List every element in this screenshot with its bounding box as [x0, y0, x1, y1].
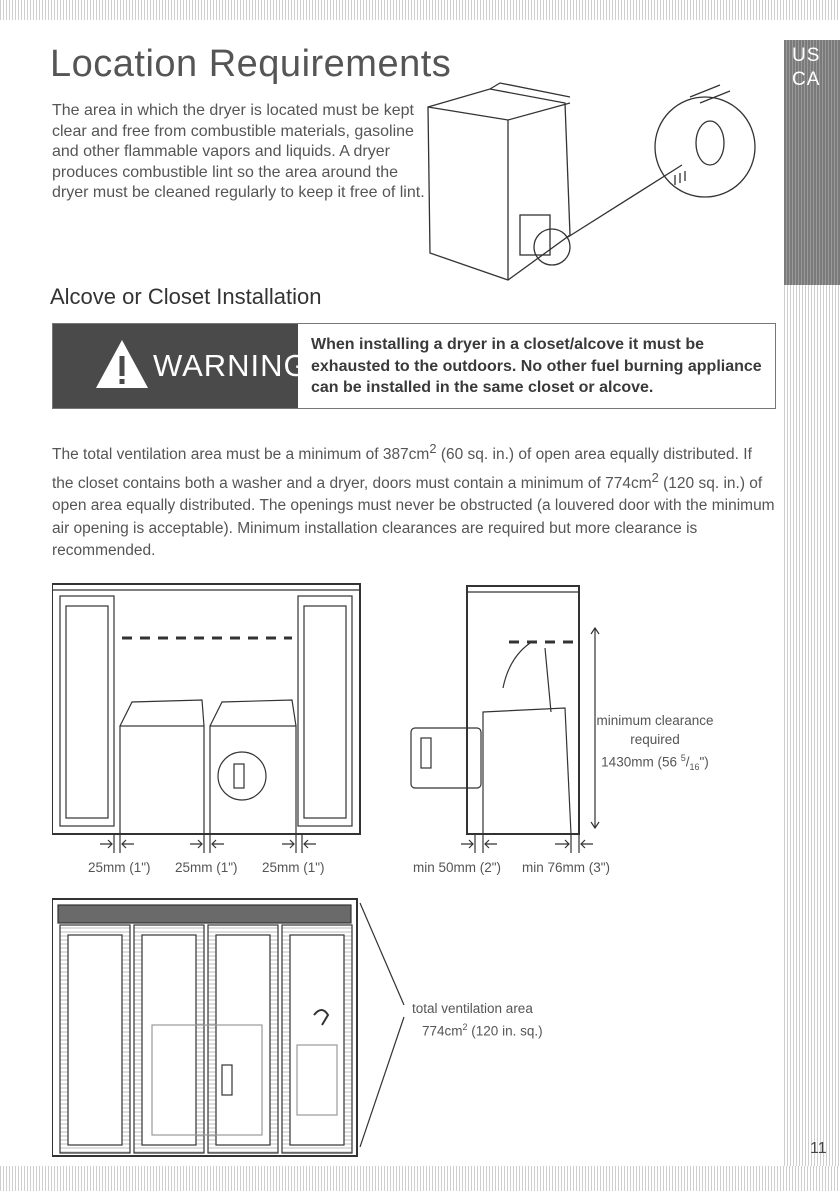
section-subtitle: Alcove or Closet Installation [50, 284, 322, 309]
warning-box [52, 323, 776, 409]
height-clearance-line2: required [630, 732, 680, 747]
intro-paragraph: The area in which the dryer is located must be kept clear and free from combustible materials, gasoline and other flammable vapors and liquids. A dryer produces combustible lint so the area around the dryer must be cleaned regularly to keep it free of lint. [52, 102, 425, 201]
height-value-b: ") [699, 754, 709, 770]
page-title: Location Requirements [50, 43, 452, 85]
dryer-lint-illustration [420, 75, 780, 290]
page-number: 11 [810, 1140, 827, 1157]
height-clearance-value: 1430mm (56 $^5/_{16}$") [601, 753, 709, 773]
clearance-right: 25mm (1") [262, 860, 325, 875]
top-decorative-band [0, 0, 840, 20]
height-clearance-label [590, 711, 720, 777]
min-back-clearance: min 76mm (3") [522, 860, 611, 875]
clearance-left: 25mm (1") [88, 860, 151, 875]
region-us: US [792, 45, 821, 66]
region-ca: CA [792, 69, 821, 90]
ventilation-area-line1: total ventilation area [412, 1001, 533, 1016]
bottom-decorative-band [0, 1166, 840, 1191]
ventilation-paragraph [52, 438, 777, 563]
ventilation-area-unit: (120 in. sq.) [467, 1023, 543, 1039]
ventilation-area-sup: 2 [462, 1022, 468, 1032]
region-tab-label [792, 44, 820, 92]
ventilation-area-label [412, 999, 543, 1041]
side-decorative-strip [784, 285, 840, 1166]
warning-label: WARNING [153, 348, 309, 383]
height-frac-num: 5 [680, 753, 686, 763]
height-value-a: 1430mm (56 [601, 754, 681, 770]
ventilation-area-value: 774cm [422, 1023, 463, 1039]
ventilation-text-2: (60 sq. in.) of open area equally distributed. If the closet contains both a washer and a dryer, doors must contain a minimum of 774cm [52, 446, 752, 492]
clearance-middle: 25mm (1") [175, 860, 238, 875]
height-clearance-line1: minimum clearance [596, 713, 714, 728]
ventilation-sup-2: 2 [651, 469, 659, 485]
warning-triangle-icon [93, 336, 151, 394]
ventilation-sup-1: 2 [429, 441, 437, 456]
ventilation-area-line2 [412, 1018, 543, 1041]
warning-text: When installing a dryer in a closet/alcove it must be exhausted to the outdoors. No other fuel burning appliance can be installed in the same closet or alcove. [311, 336, 762, 396]
ventilation-text-3: (120 sq. in.) of open area equally distributed. The openings must never be obstructed (a louvered door with the minimum air opening is acceptable). Minimum installation clearances are required but more clearance is recommended. [52, 474, 775, 560]
min-front-clearance: min 50mm (2") [413, 860, 502, 875]
height-frac-den: 16 [689, 762, 700, 773]
louvered-doors-diagram [52, 895, 422, 1160]
ventilation-text-1: The total ventilation area must be a minimum of 387cm [52, 446, 430, 464]
alcove-side-diagram [405, 578, 605, 853]
alcove-front-diagram [52, 578, 392, 853]
